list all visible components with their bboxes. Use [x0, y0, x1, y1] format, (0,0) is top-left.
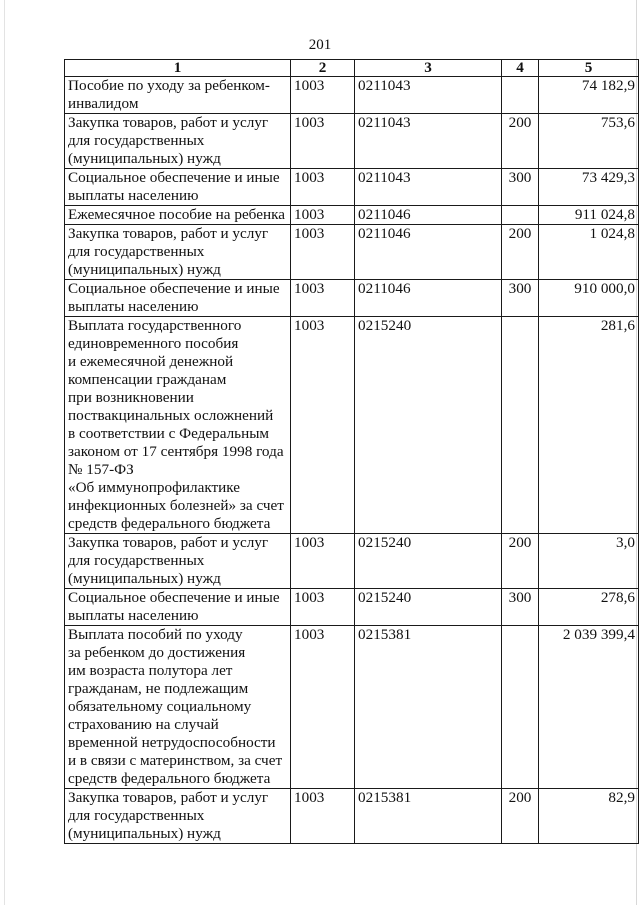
- row-amount: 911 024,8: [539, 206, 639, 225]
- row-expense-type: [502, 77, 539, 114]
- row-expense-type: 300: [502, 169, 539, 206]
- row-target: 0211043: [355, 77, 502, 114]
- row-section: 1003: [291, 114, 355, 169]
- row-expense-type: 200: [502, 114, 539, 169]
- column-header-target: 3: [355, 60, 502, 77]
- row-name: [65, 77, 291, 114]
- page-number: 201: [308, 37, 332, 53]
- row-name-text: Закупка товаров, работ и услуг для государственных (муниципальных) нужд: [68, 789, 269, 842]
- row-name: [65, 206, 291, 225]
- row-name-text: Социальное обеспечение и иные выплаты населению: [68, 169, 280, 204]
- row-section: 1003: [291, 225, 355, 280]
- row-target: 0215240: [355, 317, 502, 534]
- row-name-text: Пособие по уходу за ребенком- инвалидом: [68, 77, 270, 112]
- column-header-name: 1: [65, 60, 291, 77]
- row-expense-type: [502, 206, 539, 225]
- row-section: 1003: [291, 280, 355, 317]
- row-amount: 281,6: [539, 317, 639, 534]
- row-name-text: Закупка товаров, работ и услуг для государственных (муниципальных) нужд: [68, 534, 269, 587]
- row-name-text: Социальное обеспечение и иные выплаты населению: [68, 589, 280, 624]
- row-name-text: Выплата государственного единовременного пособия и ежемесячной денежной компенсации гражданам при возникновении поствакцинальных осложнений в соответствии с Федеральным законом от 17 сентября 1998 года № 157-ФЗ «Об иммунопрофилактике инфекционных болезней» за счет средств федерального бюджета: [68, 317, 284, 532]
- header-row: [65, 60, 639, 77]
- row-expense-type: [502, 626, 539, 789]
- row-amount: 910 000,0: [539, 280, 639, 317]
- table-row: [65, 169, 639, 206]
- row-amount: 82,9: [539, 789, 639, 844]
- table-row: [65, 114, 639, 169]
- row-amount: 2 039 399,4: [539, 626, 639, 789]
- row-name: [65, 534, 291, 589]
- table-row: [65, 789, 639, 844]
- table-row: [65, 317, 639, 534]
- budget-table: [64, 59, 639, 844]
- table-row: [65, 626, 639, 789]
- row-section: 1003: [291, 169, 355, 206]
- table-row: [65, 589, 639, 626]
- row-section: 1003: [291, 317, 355, 534]
- row-name-text: Выплата пособий по уходу за ребенком до достижения им возраста полутора лет гражданам, не подлежащим обязательному социальному страхованию на случай временной нетрудоспособности и в связи с материнством, за счет средств федерального бюджета: [68, 626, 283, 787]
- row-target: 0211046: [355, 206, 502, 225]
- row-amount: 74 182,9: [539, 77, 639, 114]
- row-name: [65, 169, 291, 206]
- row-target: 0215240: [355, 589, 502, 626]
- row-section: 1003: [291, 534, 355, 589]
- row-section: 1003: [291, 206, 355, 225]
- row-expense-type: 200: [502, 225, 539, 280]
- row-amount: 73 429,3: [539, 169, 639, 206]
- row-section: 1003: [291, 789, 355, 844]
- row-target: 0215381: [355, 626, 502, 789]
- row-name-text: Ежемесячное пособие на ребенка: [68, 206, 285, 223]
- row-target: 0215240: [355, 534, 502, 589]
- row-name: [65, 589, 291, 626]
- table-row: [65, 280, 639, 317]
- row-target: 0211043: [355, 169, 502, 206]
- row-target: 0211043: [355, 114, 502, 169]
- row-name: [65, 114, 291, 169]
- row-section: 1003: [291, 589, 355, 626]
- row-expense-type: 200: [502, 534, 539, 589]
- row-name-text: Закупка товаров, работ и услуг для государственных (муниципальных) нужд: [68, 225, 269, 278]
- column-header-expense-type: 4: [502, 60, 539, 77]
- table-row: [65, 534, 639, 589]
- row-name-text: Социальное обеспечение и иные выплаты населению: [68, 280, 280, 315]
- row-target: 0215381: [355, 789, 502, 844]
- row-expense-type: [502, 317, 539, 534]
- row-name: [65, 626, 291, 789]
- row-amount: 278,6: [539, 589, 639, 626]
- column-header-section: 2: [291, 60, 355, 77]
- row-name: [65, 225, 291, 280]
- row-section: 1003: [291, 626, 355, 789]
- table-row: [65, 225, 639, 280]
- row-name: [65, 280, 291, 317]
- row-name: [65, 317, 291, 534]
- row-expense-type: 300: [502, 589, 539, 626]
- row-name-text: Закупка товаров, работ и услуг для государственных (муниципальных) нужд: [68, 114, 269, 167]
- column-header-amount: 5: [539, 60, 639, 77]
- row-target: 0211046: [355, 225, 502, 280]
- row-name: [65, 789, 291, 844]
- scan-edge-left: [4, 0, 5, 905]
- row-expense-type: 300: [502, 280, 539, 317]
- table-row: [65, 206, 639, 225]
- row-amount: 3,0: [539, 534, 639, 589]
- table-row: [65, 77, 639, 114]
- row-expense-type: 200: [502, 789, 539, 844]
- row-amount: 753,6: [539, 114, 639, 169]
- row-amount: 1 024,8: [539, 225, 639, 280]
- row-section: 1003: [291, 77, 355, 114]
- row-target: 0211046: [355, 280, 502, 317]
